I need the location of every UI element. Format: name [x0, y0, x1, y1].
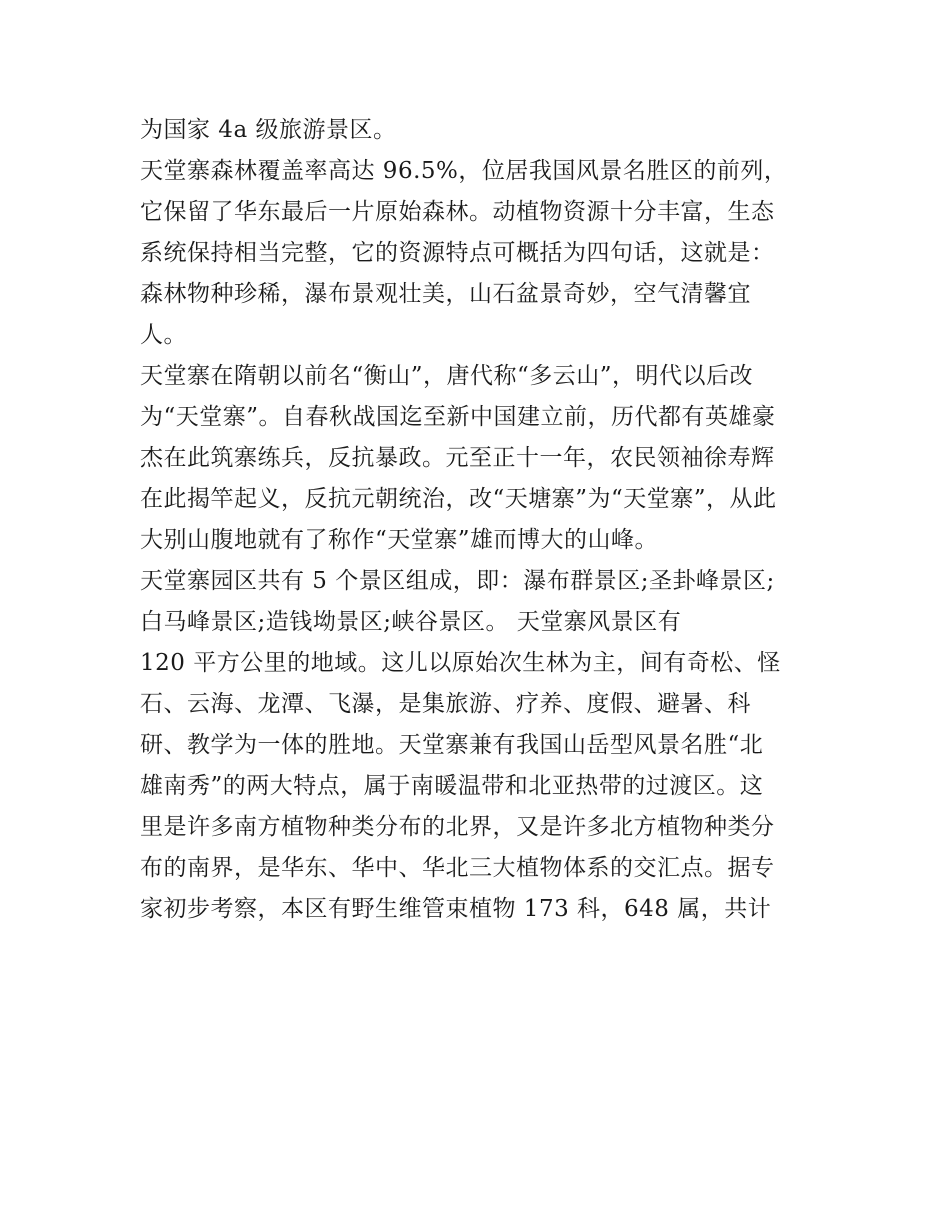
text-line: 为国家 4a 级旅游景区。 [140, 117, 397, 143]
document-body-text [140, 110, 820, 930]
text-line: 系统保持相当完整，它的资源特点可概括为四句话，这就是： [140, 240, 775, 266]
text-line: 白马峰景区;造钱坳景区;峡谷景区。 天堂寨风景区有 [140, 609, 682, 635]
text-line: 杰在此筑寨练兵，反抗暴政。元至正十一年，农民领袖徐寿辉 [140, 445, 775, 471]
text-line: 布的南界，是华东、华中、华北三大植物体系的交汇点。据专 [140, 855, 775, 881]
text-line: 雄南秀”的两大特点，属于南暖温带和北亚热带的过渡区。这 [140, 773, 764, 799]
text-line: 120 平方公里的地域。这儿以原始次生林为主，间有奇松、怪 [140, 650, 781, 676]
text-line: 它保留了华东最后一片原始森林。动植物资源十分丰富，生态 [140, 199, 775, 225]
text-line: 家初步考察，本区有野生维管束植物 173 科，648 属，共计 [140, 896, 772, 922]
text-line: 为“天堂寨”。自春秋战国迄至新中国建立前，历代都有英雄豪 [140, 404, 776, 430]
text-line: 里是许多南方植物种类分布的北界，又是许多北方植物种类分 [140, 814, 775, 840]
text-line: 石、云海、龙潭、飞瀑，是集旅游、疗养、度假、避暑、科 [140, 691, 751, 717]
text-line: 天堂寨园区共有 5 个景区组成，即：瀑布群景区;圣卦峰景区; [140, 568, 775, 594]
text-line: 天堂寨森林覆盖率高达 96.5%，位居我国风景名胜区的前列， [140, 158, 788, 184]
text-line: 在此揭竿起义，反抗元朝统治，改“天塘寨”为“天堂寨”，从此 [140, 486, 777, 512]
text-line: 森林物种珍稀，瀑布景观壮美，山石盆景奇妙，空气清馨宜 [140, 281, 751, 307]
text-line: 大别山腹地就有了称作“天堂寨”雄而博大的山峰。 [140, 527, 659, 553]
text-line: 天堂寨在隋朝以前名“衡山”，唐代称“多云山”，明代以后改 [140, 363, 754, 389]
text-line: 研、教学为一体的胜地。天堂寨兼有我国山岳型风景名胜“北 [140, 732, 764, 758]
text-line: 人。 [140, 322, 187, 348]
